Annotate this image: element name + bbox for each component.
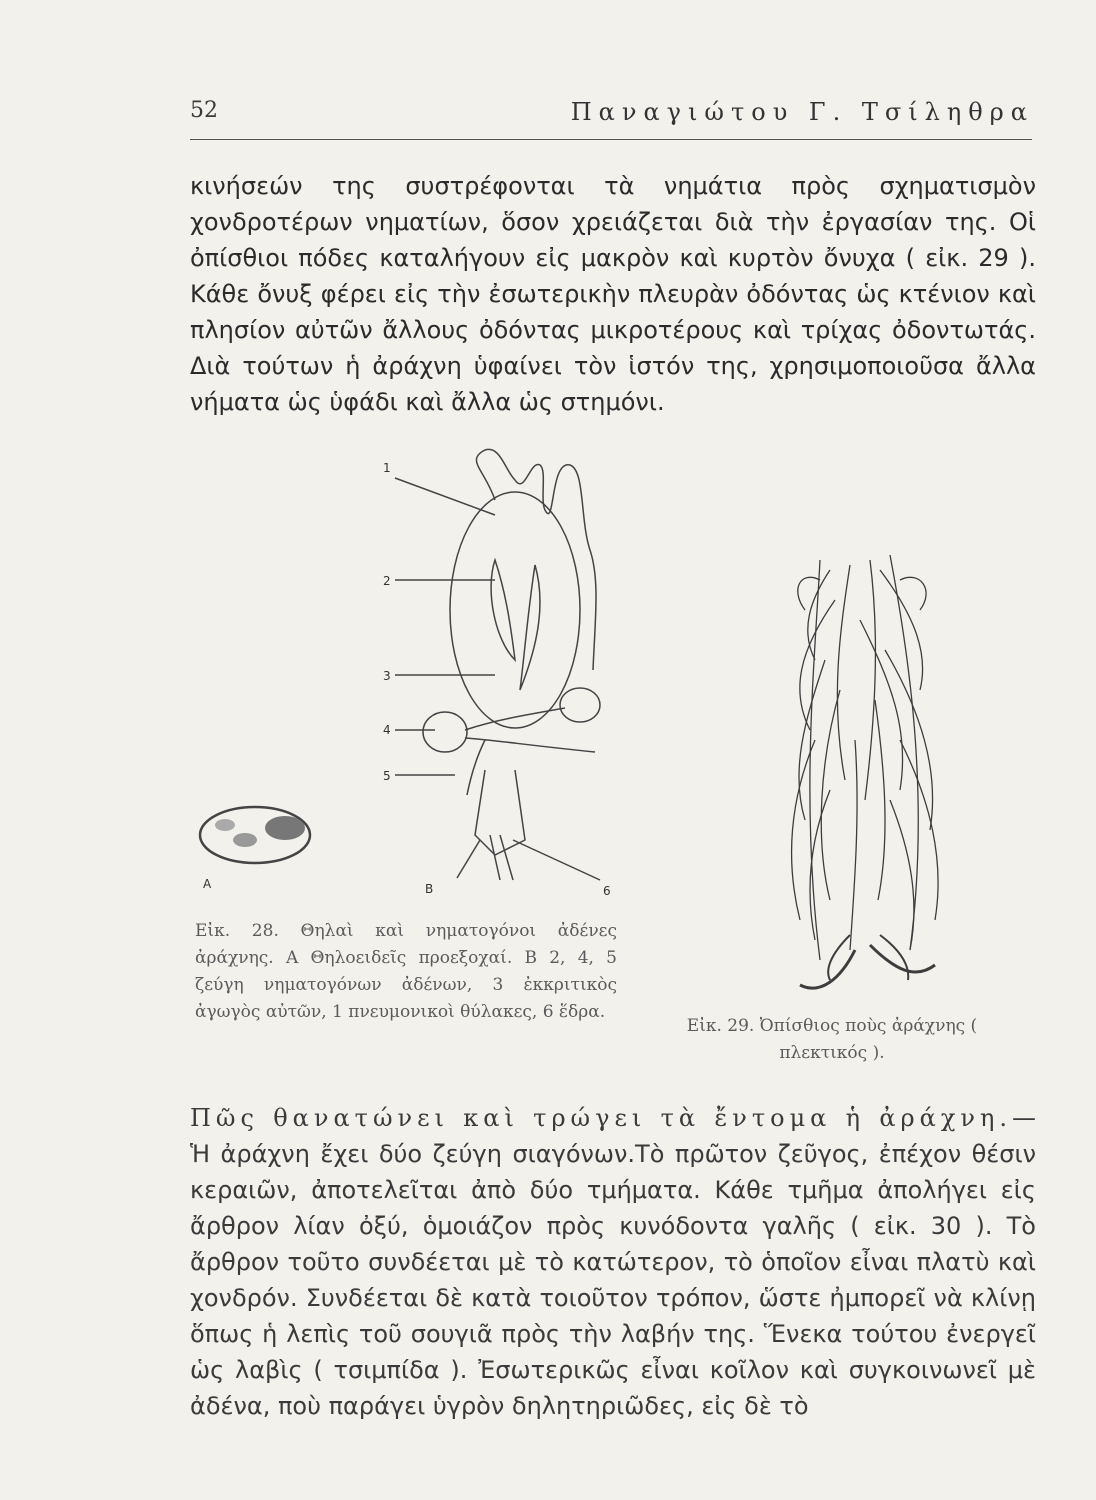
figure-28-illustration <box>195 440 635 910</box>
fig28-label-b: B <box>425 882 434 896</box>
paragraph-1: κινήσεών της συστρέφονται τὰ νημάτια πρὸς σχηματισμὸν χονδροτέρων νηματίων, ὅσον χρειάζεται διὰ τὴν ἐργασίαν της. Οἱ ὀπίσθιοι πόδες καταλήγουν εἰς μακρὸν καὶ κυρτὸν ὄνυχα ( εἰκ. 29 ). Κάθε ὄνυξ φέρει εἰς τὴν ἐσωτερικὴν πλευρὰν ὀδόντας ὡς κτένιον καὶ πλησίον αὐτῶν ἄλλους ὀδόντας μικροτέρους καὶ τρίχας ὀδοντωτάς. Διὰ τούτων ἡ ἀράχνη ὑφαίνει τὸν ἱστόν της, χρησιμοποιοῦσα ἄλλα νήματα ὡς ὑφάδι καὶ ἄλλα ὡς στημόνι. <box>190 172 1036 416</box>
page-number: 52 <box>190 98 218 123</box>
figure-28-caption: Εἰκ. 28. Θηλαὶ καὶ νηματογόνοι ἀδένες ἀράχνης. Α Θηλοειδεῖς προεξοχαί. Β 2, 4, 5 ζεύγη νηματογόνων ἀδένων, 3 ἐκκριτικὸς ἀγωγὸς αὐτῶν, 1 πνευμονικοὶ θύλακες, 6 ἕδρα. <box>195 921 617 1022</box>
fig28-label-5: 5 <box>383 769 391 783</box>
fig28-label-3: 3 <box>383 669 391 683</box>
paragraph-2 <box>190 1100 1036 1424</box>
section-heading: Πῶς θανατώνει καὶ τρώγει τὰ ἔντομα ἡ ἀράχνη. <box>190 1104 1012 1132</box>
fig28-label-2: 2 <box>383 574 391 588</box>
fig28-label-4: 4 <box>383 723 391 737</box>
header-rule <box>190 139 1032 140</box>
fig28-label-1: 1 <box>383 461 391 475</box>
figure-29-caption: Εἰκ. 29. Ὀπίσθιος ποὺς ἀράχνης ( πλεκτικός ). <box>686 1016 978 1063</box>
fig28-label-a: A <box>203 877 212 891</box>
figure-29-illustration <box>760 540 960 1010</box>
fig28-label-6: 6 <box>603 884 611 898</box>
running-title: Παναγιώτου Γ. Τσίληθρα <box>570 98 1034 126</box>
paragraph-2-body: —Ἡ ἀράχνη ἔχει δύο ζεύγη σιαγόνων.Τὸ πρῶτον ζεῦγος, ἐπέχον θέσιν κεραιῶν, ἀποτελεῖται ἀπὸ δύο τμήματα. Κάθε τμῆμα ἀπολήγει εἰς ἄρθρον λίαν ὀξύ, ὁμοιάζον πρὸς κυνόδοντα γαλῆς ( εἰκ. 30 ). Τὸ ἄρθρον τοῦτο συνδέεται μὲ τὸ κατώτερον, τὸ ὁποῖον εἶναι πλατὺ καὶ χονδρόν. Συνδέεται δὲ κατὰ τοιοῦτον τρόπον, ὥστε ἠμπορεῖ νὰ κλίνῃ ὅπως ἡ λεπὶς τοῦ σουγιᾶ πρὸς τὴν λαβήν της. Ἕνεκα τούτου ἐνεργεῖ ὡς λαβὶς ( τσιμπίδα ). Ἐσωτερικῶς εἶναι κοῖλον καὶ συγκοινωνεῖ μὲ ἀδένα, ποὺ παράγει ὑγρὸν δηλητηριῶδες, εἰς δὲ τὸ <box>190 1104 1036 1420</box>
